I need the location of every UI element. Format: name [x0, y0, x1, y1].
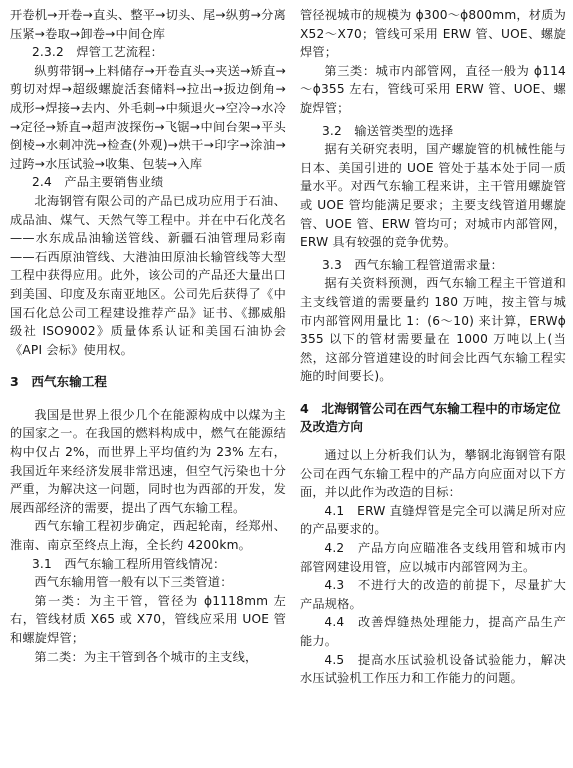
item-4-4: 4.4 改善焊缝热处理能力，提高产品生产能力。: [300, 615, 566, 648]
welded-pipe-process-flow: 纵剪带钢→上料储存→开卷直头→夹送→矫直→剪切对焊→超级螺旋活套储料→拉出→扳边倒角→成形→焊接→去内、外毛刺→中频退火→空冷→水冷→定径→矫直→超声波探伤→飞锯→中间台架→平头倒棱→水刺冲洗→检查(外观)→烘干→印字→涂油→过跨→水压试验→收集、包装→入库: [10, 63, 286, 171]
heading-2-3-2: 2.3.2 焊管工艺流程：: [31, 45, 164, 60]
heading-3-3: 3.3 西气东输工程管道需求量：: [321, 257, 503, 272]
item-4-5: 4.5 提高水压试验机设备试验能力，解决水压试验机工作压力和工作能力的问题。: [300, 652, 566, 686]
section-3-title: 3 西气东输工程: [10, 374, 107, 390]
right-column: [300, 6, 566, 688]
demand-paragraph: 据有关资料预测，西气东输工程主干管道和主支线管道的需要量约 180 万吨，按主管与城市内部管网用量比 1：(6～10) 来计算，ERWϕ355 以下的管材需要量在 1000 万吨以上(当然，这部分管道建设的时间会比西气东输工程实施的时间要长)。: [300, 276, 566, 384]
route-paragraph: 西气东输工程初步确定，西起轮南，经郑州、淮南、南京至终点上海，全长约 4200km。: [10, 519, 286, 553]
pipe-type-selection-paragraph: 据有关研究表明，国产螺旋管的机械性能与日本、美国引进的 UOE 管处于基本处于同一质量水平。对西气东输工程来讲，主干管用螺旋管或 UOE 管均能满足要求；主要支线管道用螺旋管、UOE 管、ERW 管均可；对城市内部管网，ERW 具有较强的竞争优势。: [300, 142, 566, 250]
category-one-paragraph: 第一类：为主干管，管径为 ϕ1118mm 左右，管线材质 X65 或 X70，管线应采用 UOE 管和螺旋焊管；: [10, 593, 286, 645]
heading-2-4: 2.4 产品主要销售业绩: [31, 175, 164, 190]
item-4-1: 4.1 ERW 直缝焊管是完全可以满足所对应的产品要求的。: [300, 503, 566, 537]
sales-performance-paragraph: 北海钢管有限公司的产品已成功应用于石油、成品油、煤气、天然气等工程中。并在中石化茂名——水东成品油输送管线、新疆石油管理局彩南——石西原油管线、大港油田原油长输管线等大型工程中获得应用。此外，该公司的产品还大量出口到美国、印度及东南亚地区。公司先后获得了《中国石化总公司工程建设推荐产品》证书、《挪威船级社 ISO9002》质量体系认证和美国石油协会《API 会标》使用权。: [10, 193, 286, 357]
heading-3-1: 3.1 西气东输工程所用管线情况：: [31, 556, 226, 571]
item-4-2: 4.2 产品方向应瞄准各支线用管和城市内部管网建设用管，应以城市内部管网为主。: [300, 541, 566, 574]
category-two-paragraph: 第二类：为主干管到各个城市的主支线，: [34, 649, 258, 664]
left-column: [10, 6, 286, 666]
energy-structure-paragraph: 我国是世界上很少几个在能源构成中以煤为主的国家之一。在我国的燃料构成中，燃气在能源结构中仅占 2%，而世界上平均值约为 23% 左右，我国近年来经济发展非常迅速，但空气污染也十分严重，为解决这一问题，同时也为西部的开发，发展西部经济的需要，提出了西气东输工程。: [10, 407, 286, 515]
heading-3-2: 3.2 输送管类型的选择: [321, 123, 454, 138]
item-4-3: 4.3 不进行大的改造的前提下，尽量扩大产品规格。: [300, 578, 566, 611]
pipe-categories-intro: 西气东输用管一般有以下三类管道：: [34, 575, 233, 590]
analysis-conclusion-paragraph: 通过以上分析我们认为，攀钢北海钢管有限公司在西气东输工程中的产品方向应面对以下方面，并以此作为改造的目标：: [300, 448, 566, 500]
category-two-continued: 管径视城市的规模为 ϕ300～ϕ800mm，材质为 X52～X70；管线可采用 ERW 管、UOE、螺旋焊管；: [300, 8, 566, 60]
category-three-paragraph: 第三类：城市内部管网，直径一般为 ϕ114～ϕ355 左右，管线可采用 ERW 管、UOE、螺旋焊管；: [300, 63, 566, 115]
section-4-title: 4 北海钢管公司在西气东输工程中的市场定位及改造方向: [300, 400, 561, 435]
strip-process-flow-continued: 开卷机→开卷→直头、整平→切头、尾→纵剪→分离压紧→卷取→卸卷→中间仓库: [10, 8, 286, 41]
